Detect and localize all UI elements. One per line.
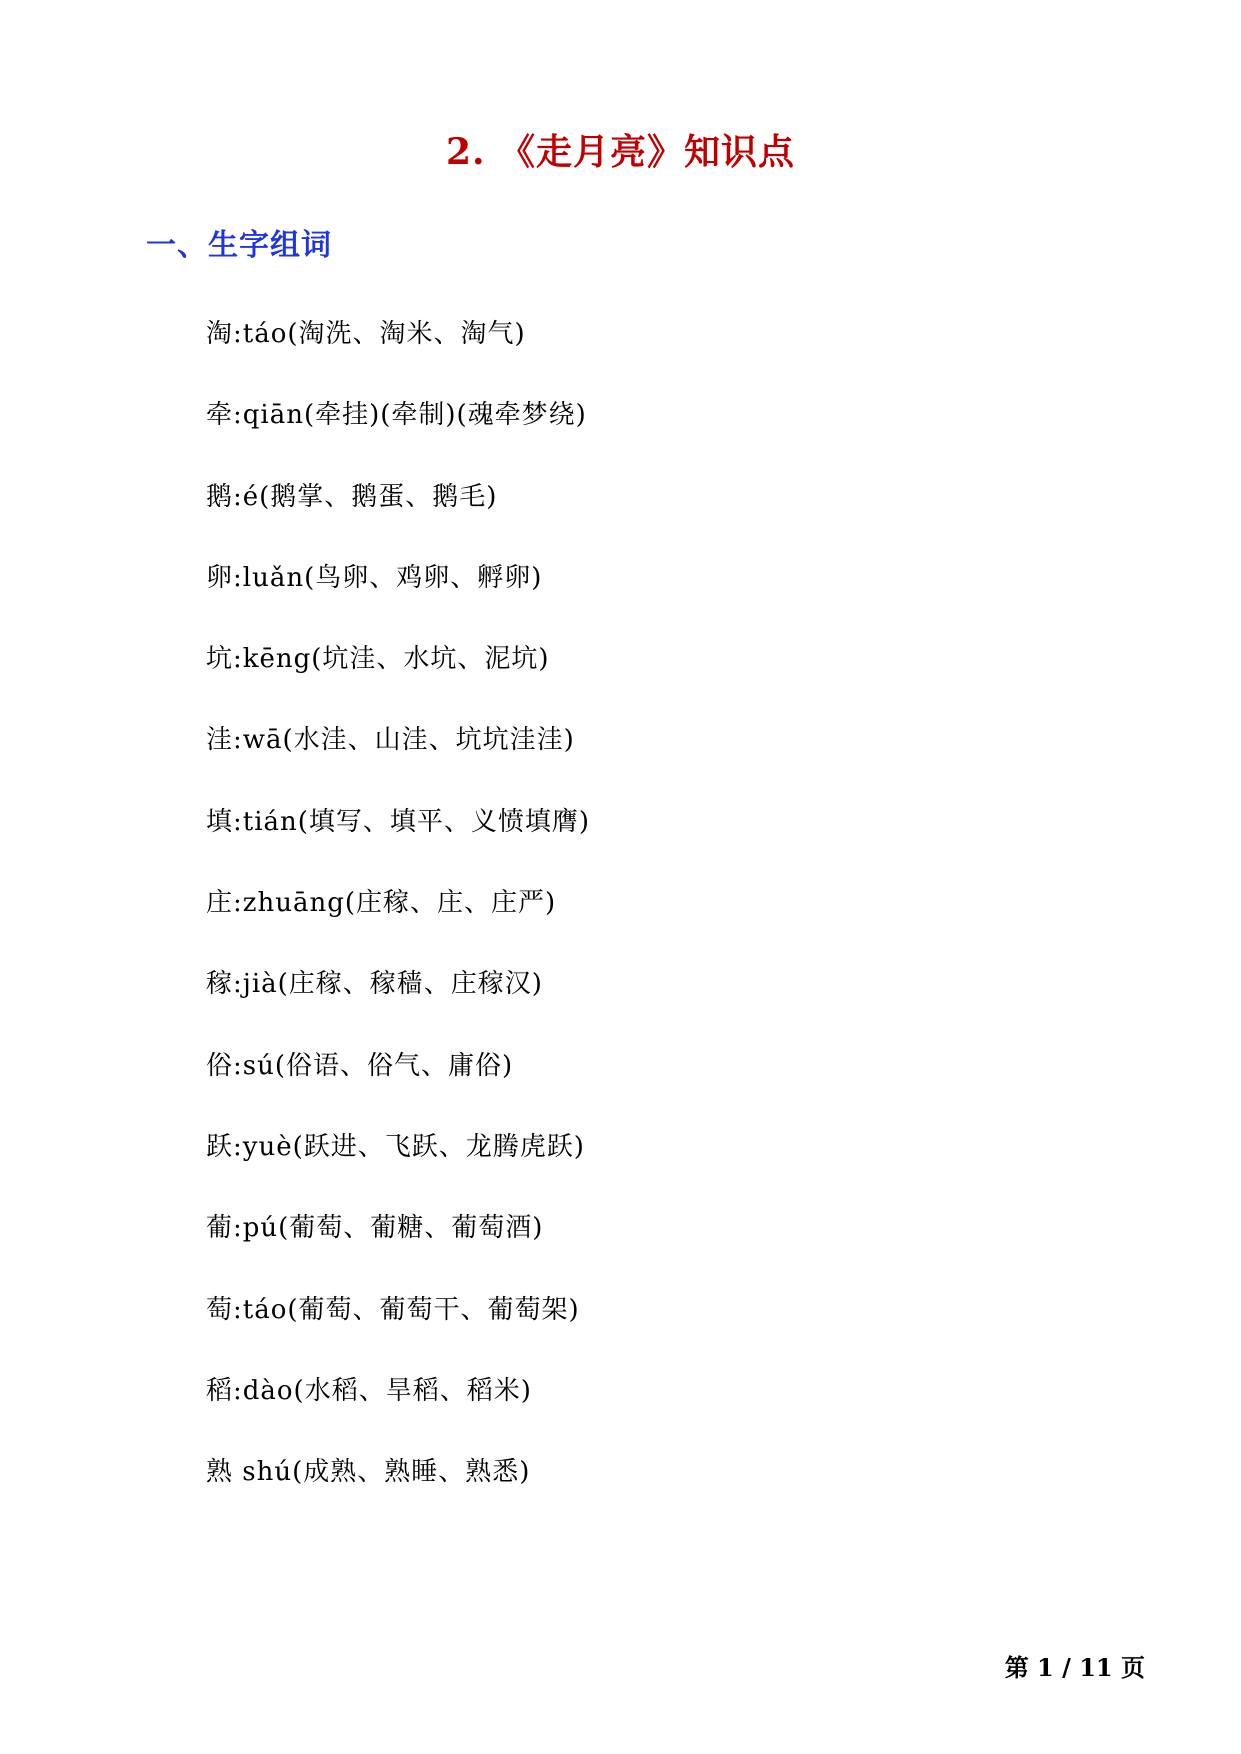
vocabulary-entry: 坑:kēng(坑洼、水坑、泥坑) (206, 644, 550, 675)
vocabulary-entry: 洼:wā(水洼、山洼、坑坑洼洼) (206, 725, 575, 756)
vocabulary-entry: 俗:sú(俗语、俗气、庸俗) (206, 1050, 514, 1081)
page-number: 第 1 / 11 页 (1004, 1653, 1145, 1682)
vocabulary-entry: 庄:zhuāng(庄稼、庄、庄严) (206, 888, 557, 919)
vocabulary-entry: 卵:luǎn(鸟卵、鸡卵、孵卵) (206, 562, 543, 593)
vocabulary-entry: 熟 shú(成熟、熟睡、熟悉) (206, 1457, 531, 1488)
section-heading: 一、生字组词 (146, 228, 332, 263)
vocabulary-entry: 稻:dào(水稻、旱稻、稻米) (206, 1375, 532, 1406)
vocabulary-entry: 鹅:é(鹅掌、鹅蛋、鹅毛) (206, 481, 498, 512)
document-title: 2. 《走月亮》知识点 (445, 131, 796, 173)
vocabulary-entry: 葡:pú(葡萄、葡糖、葡萄酒) (206, 1213, 544, 1244)
vocabulary-entry: 淘:táo(淘洗、淘米、淘气) (206, 319, 526, 349)
vocabulary-entry: 牵:qiān(牵挂)(牵制)(魂牵梦绕) (206, 400, 587, 431)
vocabulary-entry: 跃:yuè(跃进、飞跃、龙腾虎跃) (206, 1131, 585, 1162)
vocabulary-entry: 萄:táo(葡萄、葡萄干、葡萄架) (206, 1294, 580, 1325)
vocabulary-list (206, 312, 590, 1531)
vocabulary-entry: 填:tián(填写、填平、义愤填膺) (206, 806, 591, 837)
vocabulary-entry: 稼:jià(庄稼、稼穑、庄稼汉) (206, 969, 543, 1000)
